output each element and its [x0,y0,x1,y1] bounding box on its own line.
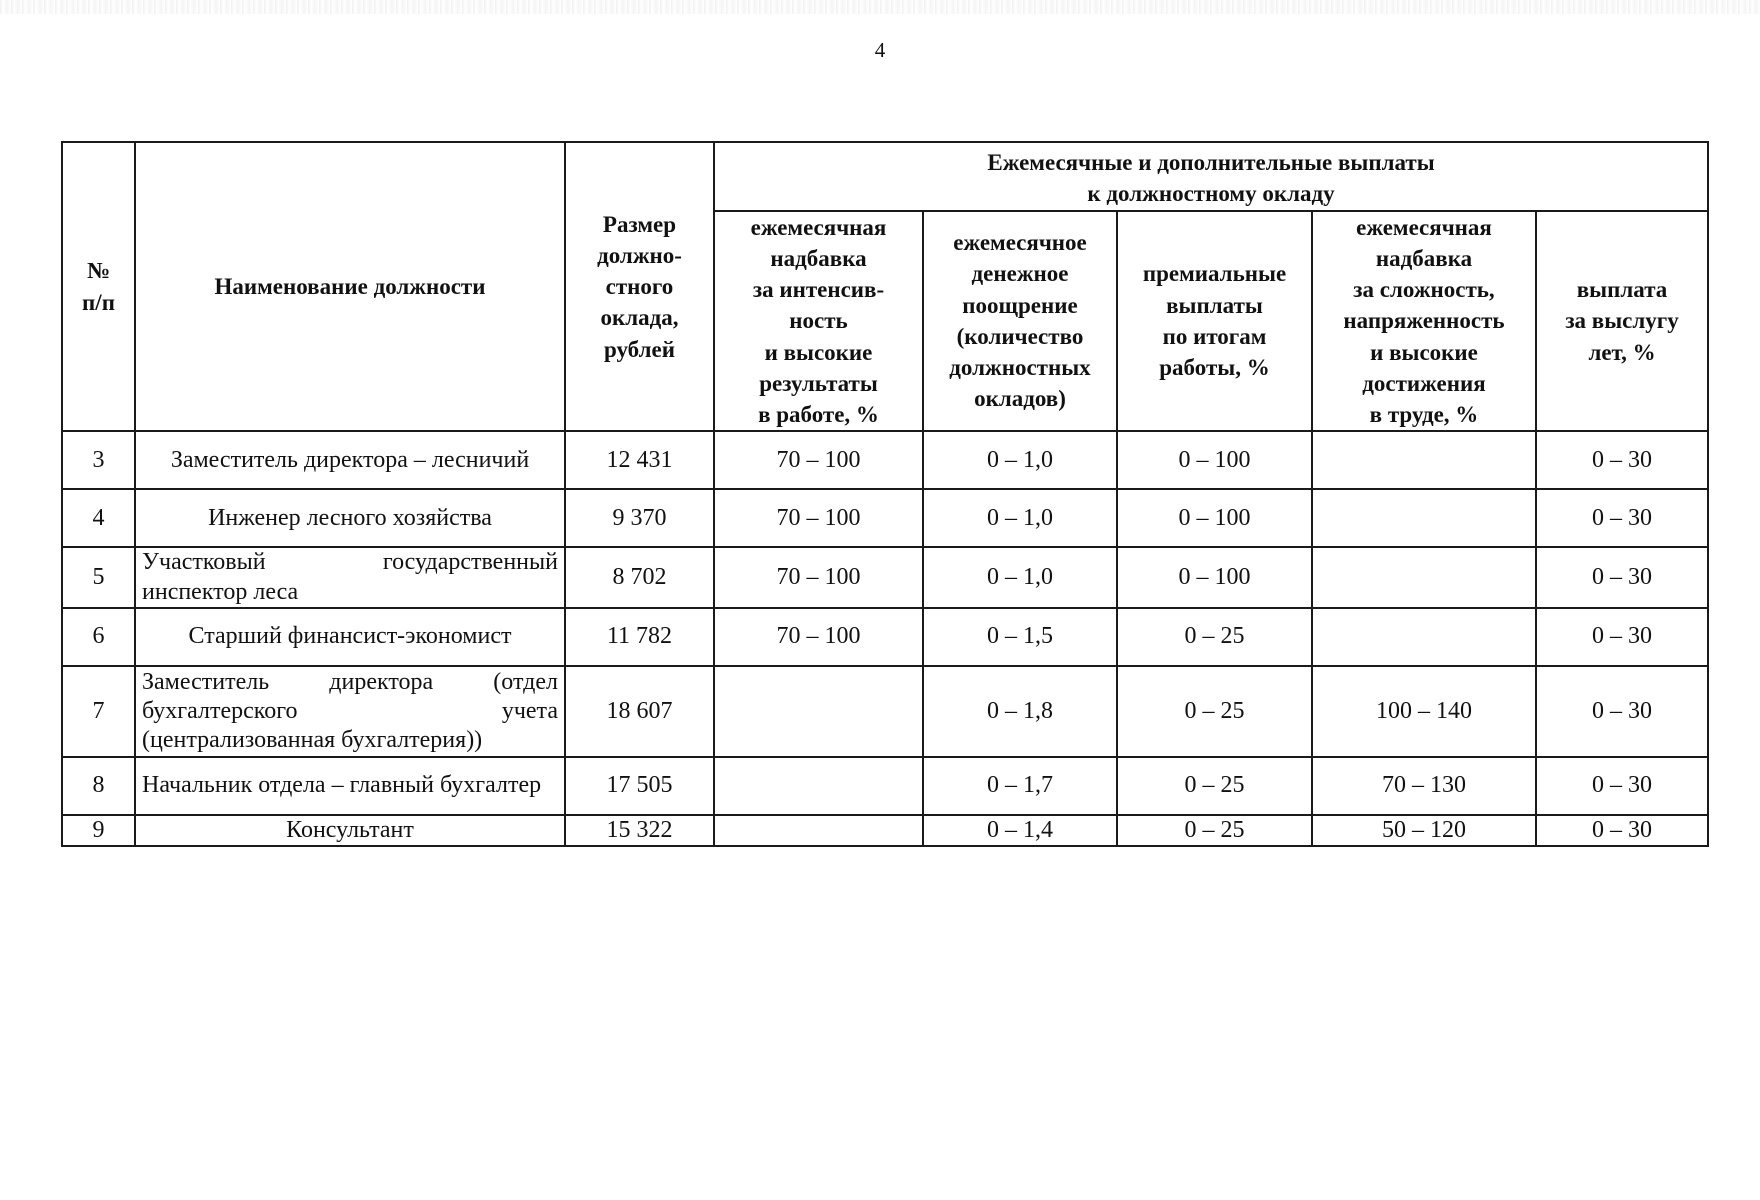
cell-seniority: 0 – 30 [1536,815,1708,846]
table-row [62,757,1708,815]
header-complexity: ежемесячная надбавка за сложность, напряженность и высокие достижения в труде, % [1312,211,1536,432]
header-intensity: ежемесячная надбавка за интенсив- ность и высокие результаты в работе, % [714,211,923,432]
scan-noise-strip [0,0,1760,14]
cell-position: Заместитель директора (отдел бухгалтерского учета (централизованная бухгалтерия)) [135,666,565,757]
header-bonus-count: ежемесячное денежное поощрение (количество должностных окладов) [923,211,1117,432]
cell-salary: 8 702 [565,547,714,608]
cell-premium: 0 – 100 [1117,547,1312,608]
cell-num: 5 [62,547,135,608]
cell-bonus-count: 0 – 1,5 [923,608,1117,666]
cell-salary: 18 607 [565,666,714,757]
table-row [62,815,1708,846]
cell-salary: 12 431 [565,431,714,489]
cell-salary: 11 782 [565,608,714,666]
cell-bonus-count: 0 – 1,8 [923,666,1117,757]
cell-complexity [1312,489,1536,547]
cell-premium: 0 – 25 [1117,608,1312,666]
cell-complexity [1312,608,1536,666]
header-salary: Размер должно- стного оклада, рублей [565,142,714,431]
cell-bonus-count: 0 – 1,7 [923,757,1117,815]
table-row [62,608,1708,666]
table-row [62,489,1708,547]
cell-premium: 0 – 25 [1117,666,1312,757]
cell-position: Участковый государственный инспектор леса [135,547,565,608]
cell-intensity [714,666,923,757]
cell-bonus-count: 0 – 1,4 [923,815,1117,846]
cell-num: 6 [62,608,135,666]
cell-num: 8 [62,757,135,815]
cell-complexity: 100 – 140 [1312,666,1536,757]
header-payments-group: Ежемесячные и дополнительные выплаты к должностному окладу [714,142,1708,211]
cell-position: Заместитель директора – лесничий [135,431,565,489]
table-row [62,431,1708,489]
table-row [62,666,1708,757]
cell-seniority: 0 – 30 [1536,666,1708,757]
cell-complexity: 50 – 120 [1312,815,1536,846]
cell-position: Консультант [135,815,565,846]
cell-complexity [1312,431,1536,489]
cell-seniority: 0 – 30 [1536,757,1708,815]
cell-seniority: 0 – 30 [1536,489,1708,547]
cell-intensity: 70 – 100 [714,547,923,608]
cell-bonus-count: 0 – 1,0 [923,489,1117,547]
header-seniority: выплата за выслугу лет, % [1536,211,1708,432]
cell-num: 9 [62,815,135,846]
cell-intensity [714,757,923,815]
cell-seniority: 0 – 30 [1536,547,1708,608]
cell-num: 7 [62,666,135,757]
cell-salary: 15 322 [565,815,714,846]
cell-complexity: 70 – 130 [1312,757,1536,815]
page-number: 4 [874,38,886,62]
header-position: Наименование должности [135,142,565,431]
cell-intensity [714,815,923,846]
cell-seniority: 0 – 30 [1536,608,1708,666]
header-premium: премиальные выплаты по итогам работы, % [1117,211,1312,432]
cell-position: Начальник отдела – главный бухгалтер [135,757,565,815]
cell-intensity: 70 – 100 [714,489,923,547]
cell-intensity: 70 – 100 [714,431,923,489]
cell-bonus-count: 0 – 1,0 [923,547,1117,608]
cell-complexity [1312,547,1536,608]
cell-premium: 0 – 100 [1117,489,1312,547]
table-row [62,547,1708,608]
cell-seniority: 0 – 30 [1536,431,1708,489]
cell-position: Инженер лесного хозяйства [135,489,565,547]
cell-intensity: 70 – 100 [714,608,923,666]
cell-premium: 0 – 25 [1117,815,1312,846]
cell-salary: 9 370 [565,489,714,547]
cell-position: Старший финансист-экономист [135,608,565,666]
cell-premium: 0 – 100 [1117,431,1312,489]
cell-bonus-count: 0 – 1,0 [923,431,1117,489]
cell-premium: 0 – 25 [1117,757,1312,815]
cell-num: 3 [62,431,135,489]
cell-salary: 17 505 [565,757,714,815]
salary-table [61,141,1709,847]
cell-num: 4 [62,489,135,547]
header-num: № п/п [62,142,135,431]
